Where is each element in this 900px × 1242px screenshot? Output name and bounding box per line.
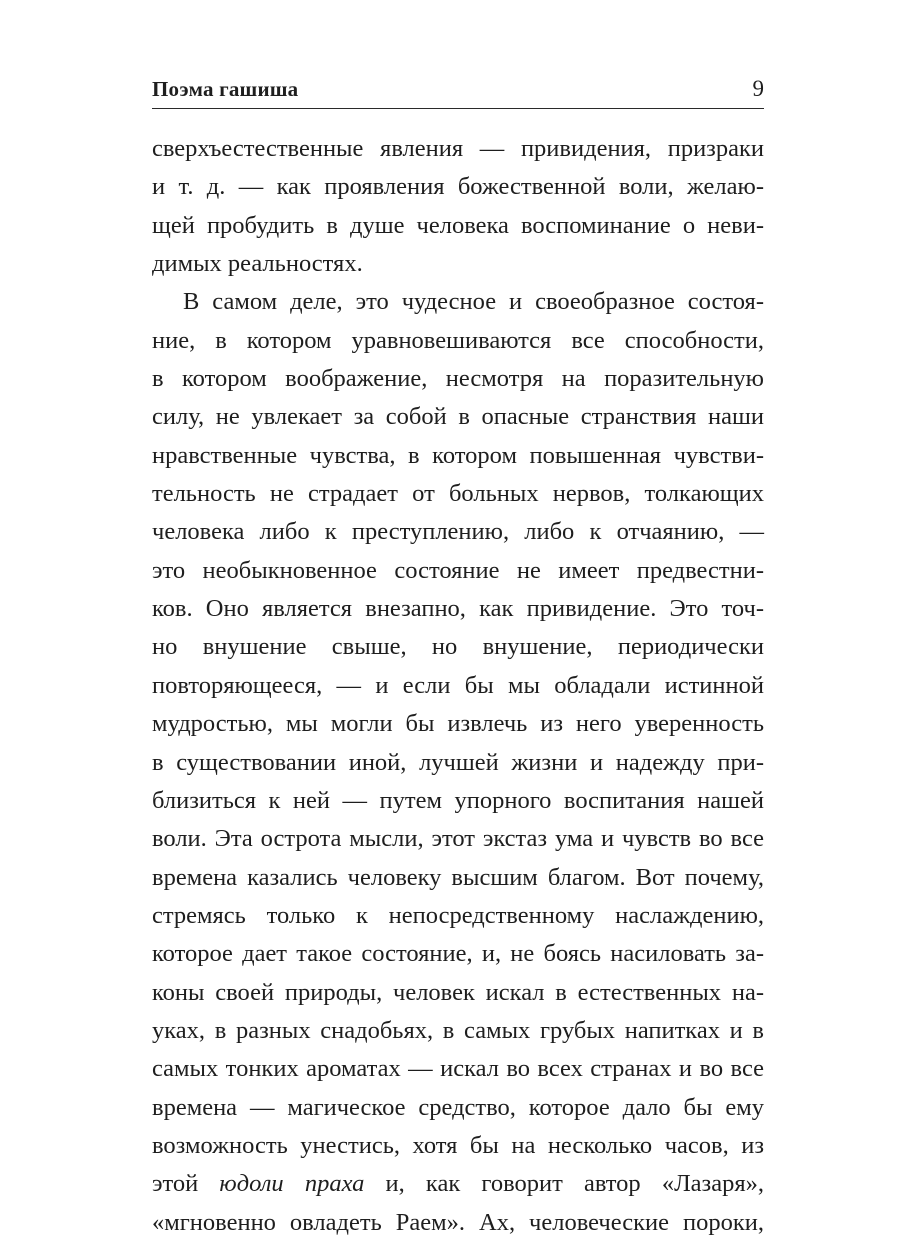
body-text [152,130,764,1242]
text-line: уках, в разных снадобьях, в самых грубых напитках и в [152,1016,764,1044]
text-line: повторяющееся, — и если бы мы обладали истинной [152,671,764,699]
text-segment: этой [152,1170,220,1198]
page-number: 9 [752,76,764,101]
text-line: но внушение свыше, но внушение, периодически [152,633,764,661]
italic-phrase: юдоли праха [219,1170,365,1198]
text-line: времена — магическое средство, которое дало бы ему [152,1093,764,1121]
text-line: это необыкновенное состояние не имеет предвестни- [152,556,764,584]
text-line: ние, в котором уравновешиваются все способности, [152,326,764,354]
text-line: сверхъестественные явления — привидения, призраки [152,135,764,162]
running-title: Поэма гашиша [152,77,299,101]
text-line: времена казались человеку высшим благом. Вот почему, [152,863,764,891]
text-line: ков. Оно является внезапно, как привидение. Это точ- [152,595,764,623]
running-header [152,76,764,102]
text-line: силу, не увлекает за собой в опасные странствия наши [152,403,764,431]
header-rule [152,108,764,109]
text-line: в существовании иной, лучшей жизни и надежду при- [152,748,764,776]
text-line: близиться к ней — путем упорного воспитания нашей [152,786,764,814]
text-line: и т. д. — как проявления божественной воли, желаю- [152,173,764,201]
text-line: тельность не страдает от больных нервов, толкающих [152,480,764,508]
text-line: воли. Эта острота мысли, этот экстаз ума и чувств во все [152,825,764,853]
text-line: димых реальностях. [152,250,363,278]
text-line: нравственные чувства, в котором повышенная чувстви- [152,441,764,469]
text-line: «мгновенно овладеть Раем». Ах, человеческие пороки, [152,1208,764,1236]
text-line: человека либо к преступлению, либо к отчаянию, — [152,518,764,546]
text-line: стремясь только к непосредственному наслаждению, [152,901,764,929]
text-line: коны своей природы, человек искал в естественных на- [152,978,764,1006]
text-line: в котором воображение, несмотря на поразительную [152,365,764,393]
text-line-with-emphasis [152,1165,764,1203]
text-line: самых тонких ароматах — искал во всех странах и во все [152,1055,764,1083]
text-line: щей пробудить в душе человека воспоминание о неви- [152,211,764,239]
text-line: которое дает такое состояние, и, не боясь насиловать за- [152,940,764,968]
text-segment: и, как говорит автор «Лазаря», [364,1170,765,1198]
paragraph-first-line: В самом деле, это чудесное и своеобразное состоя- [183,288,764,316]
text-line: мудростью, мы могли бы извлечь из него уверенность [152,710,764,738]
text-line: возможность унестись, хотя бы на несколько часов, из [152,1131,764,1159]
